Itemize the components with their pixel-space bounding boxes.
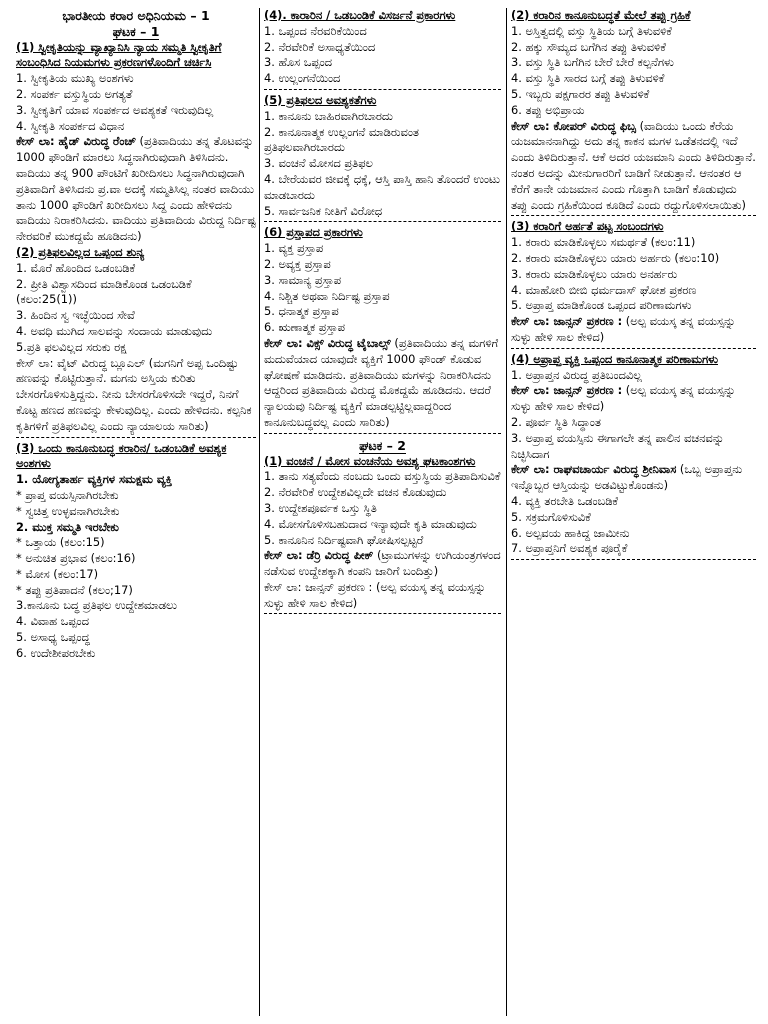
case-law — [511, 314, 756, 346]
section-heading: (6) ಪ್ರಸ್ತಾಪದ ಪ್ರಕಾರಗಳು — [264, 225, 363, 240]
case-law-text: (ವಾದಿಯು ಒಂದು ಕೆರೆಯ ಯಜಮಾನನಾಗಿದ್ದು ಅದು ತನ್ನ ಕಾಕನ ಮಗಳ ಒಡೆತನದಲ್ಲಿ ಇದೆ ಎಂದು ತಿಳಿದಿರುತ್ತಾನೆ. ಆಕೆ ಅದರ ಯಜಮಾನಿ ಎಂದು ತಿಳಿದಿರುತ್ತಾನೆ. ನಂತರ ಅದನ್ನು ಮೀನುಗಾರರಿಗೆ ಬಾಡಿಗೆ ನೀಡುತ್ತಾನೆ. ಆನಂತರ ಆ ಕೆರೆಗೆ ತಾನೇ ಯಜಮಾನ ಎಂದು ಗೊತ್ತಾಗಿ ಬಾಡಿಗೆ ಕೊಡುವುದು ತಪ್ಪು ಎಂದು ಗ್ರಹಿಕೆಯಿಂದ ಕೂಡಿದೆ ಎಂದು ರದ್ದುಗೊಳಿಸಲಾಯಿತು) — [511, 118, 756, 212]
case-law-label: ಕೇಸ್ ಲಾ: ಜಾನ್ಸನ್ ಪ್ರಕರಣ : — [511, 314, 623, 329]
list-item: 6. ತಪ್ಪು ಅಭಿಪ್ರಾಯ — [511, 102, 585, 117]
section-heading: (3) ಕರಾರಿಗೆ ಅರ್ಹತೆ ಪಟ್ಟ ಸಂಬಂದಗಳು — [511, 219, 664, 234]
list-item: 4. ನಿಶ್ಚಿತ ಅಥವಾ ನಿರ್ದಿಷ್ಟ ಪ್ರಸ್ತಾಪ — [264, 288, 390, 303]
list-item: 4. ವ್ಯಕ್ತಿ ತರಬೇತಿ ಒಡಂಬಡಿಕೆ — [511, 493, 618, 508]
column-3 — [511, 8, 756, 563]
list-item: 1. ಒಪ್ಪಂದ ನೆರವರಿಕೆಯಿಂದ — [264, 23, 367, 38]
chapter-heading — [16, 8, 256, 24]
list-item: 4. ಉಲ್ಲಂಗನೆಯಿಂದ — [264, 71, 341, 86]
list-item: 3. ಕರಾರು ಮಾಡಿಕೊಳ್ಳಲು ಯಾರು ಅನರ್ಹರು — [511, 266, 678, 281]
case-law-text: (ಟ್ರಾಮುಗಳನ್ನು ಉಗಿಯಂತ್ರಗಳಂದ ನಡೆಸುವ ಉದ್ದೇಶಕ್ಕಾಗಿ ಕಂಪನಿ ಜಾರಿಗೆ ಬಂದಿತ್ತು) — [264, 548, 501, 579]
section-divider — [511, 559, 756, 560]
list-item: * ಪ್ರಾಪ್ತ ವಯಸ್ಸಿನಾಗಿರಬೇಕು — [16, 487, 119, 502]
list-item: 3. ಹೊಸ ಒಪ್ಪಂದ — [264, 55, 333, 70]
list-item: * ತಪ್ಪು ಪ್ರತಿಪಾದನೆ (ಕಲಂ;17) — [16, 582, 133, 597]
list-item: 4. ಮಾಹೋರಿ ಬೀಬಿ ಧರ್ಮದಾಸ್ ಘೋಶ ಪ್ರಕರಣ — [511, 282, 697, 297]
section-heading: (5) ಪ್ರತಿಫಲದ ಅವಶ್ಯಕತೆಗಳು — [264, 92, 377, 107]
case-law-label: ಕೇಸ್ ಲಾ: ಹೈಡ್ ವಿರುದ್ಧ ರೆಂಚ್ — [16, 134, 136, 149]
list-item: 1. ವ್ಯಕ್ತ ಪ್ರಸ್ತಾಪ — [264, 241, 324, 256]
list-item: 4. ಬೇರೆಯವರ ಜೀವಕ್ಕೆ ಧಕ್ಕೆ, ಆಸ್ತಿ ಪಾಸ್ತಿ ಹಾನಿ ತೊಂದರೆ ಉಂಟು ಮಾಡಬಾರದು — [264, 171, 500, 202]
list-item: * ಮೋಸ (ಕಲಂ:17) — [16, 566, 99, 581]
list-item: 5.ಪ್ರತಿ ಫಲವಿಲ್ಲದ ಸರುಕು ರಕ್ಷ — [16, 339, 127, 354]
list-item: 7. ಅಪ್ರಾಪ್ತನಿಗೆ ಅವಶ್ಯಕ ಪೂರೈಕೆ — [511, 541, 628, 556]
section-heading: (4). ಕಾರಾರಿನ / ಒಡಬಂಡಿಕೆ ವಿಸರ್ಜನೆ ಪ್ರಕಾರಗಳು — [264, 8, 456, 22]
list-item: 1. ಅಸ್ತಿತ್ವದಲ್ಲಿ ವಸ್ತು ಸ್ಥಿತಿಯ ಬಗ್ಗೆ ತಿಳುವಳಿಕೆ — [511, 23, 672, 38]
list-item: 2. ಹಕ್ಕು ಸೌಮ್ಯದ ಬಗೆಗಿನ ತಪ್ಪು ತಿಳುವಳಿಕೆ — [511, 39, 666, 54]
list-item: 1. ತಾನು ಸತ್ಯವೆಂದು ನಂಬದು ಒಂದು ವಸ್ತುಸ್ಥಿಯ ಪ್ರತಿಪಾದಿಸುವಿಕೆ — [264, 469, 501, 484]
case-law-text: (ಪ್ರತಿವಾದಿಯು ತನ್ನ ಮಗಳಿಗೆ ಮದುವೆಯಾದ ಯಾವುದೇ ವ್ಯಕ್ತಿಗೆ 1000 ಫೌಂಡ್ ಕೊಡುವ ಘೋಷಣೆ ಮಾಡಿದನು. ಪ್ರತಿವಾದಿಯು ಮಗಳನ್ನು ನಿರಾಕರಿಸಿದನು ಆದ್ದರಿಂದ ಪ್ರತಿವಾದಿಯ ವಿರುದ್ಧ ಮೊಕದ್ದಮೆ ಹೂಡಿದನು. ಆದರೆ ನ್ಯಾಲಯವು ನಿರ್ದಿಷ್ಟ ವ್ಯಕ್ತಿಗೆ ಮಾಡಲ್ಪಟ್ಟಿಲ್ಲವಾದ್ದರಿಂದ ಕಾನೂನುಬದ್ಧವಲ್ಲ ಎಂದು ಸಾರಿತು) — [264, 335, 499, 429]
list-item: 5. ಅಸಾಧ್ಯ ಒಪ್ಪಂದ್ಧ — [16, 630, 90, 645]
list-item: 2. ನೆರವೇರಿಕೆ ಉದ್ದೇಶವಿಲ್ಲದೇ ವಚನ ಕೊಡುವುದು — [264, 485, 447, 500]
section-heading: (1) ವಂಚನೆ / ಮೋಸ ವಂಚನೆಯ ಅವಶ್ಯ ಘಟಕಾಂಶಗಳು — [264, 453, 476, 468]
list-item: 2. ಪೂರ್ವ ಸ್ಥಿತಿ ಸಿದ್ಧಾಂತ — [511, 414, 601, 429]
list-item: 3. ಉದ್ದೇಶಪೂರ್ವಕ ಒಸ್ತು ಸ್ಥಿತಿ — [264, 500, 377, 515]
case-law-label: ಕೇಸ್ ಲಾ: ಕೋಪರ್ ವಿರುದ್ಧ ಫಿಬ್ಸ — [511, 118, 636, 133]
list-item: * ಅನುಚಿತ ಪ್ರಭಾವ (ಕಲಂ:16) — [16, 551, 136, 566]
case-law — [264, 336, 501, 431]
section-divider — [16, 437, 256, 438]
case-law-text: (ಒಬ್ಬ ಅಪ್ರಾಪ್ತನು ಇನ್ನೊಬ್ಬರ ಆಸ್ತಿಯನ್ನು ಅಡವಿಟ್ಟುಕೊಂಡನು) — [511, 462, 743, 493]
section-heading: (4) ಅಪ್ರಾಪ್ತ ವ್ಯಕ್ತಿ ಒಪ್ಪಂದ ಕಾನೂನಾತ್ಮಕ ಪರಿಣಾಮಗಳು — [511, 351, 718, 366]
case-law-text: (ಅಲ್ಪ ವಯಸ್ಕ ತನ್ನ ವಯಸ್ಸನ್ನು ಸುಳ್ಳು ಹೇಳಿ ಸಾಲ ಕೇಳಿದ) — [511, 314, 736, 344]
sub-heading: 1. ಯೋಗ್ಯತಾರ್ಹ ವ್ಯಕ್ತಿಗಳ ಸಮಕ್ಷಮ ವ್ಯಕ್ತಿ — [16, 472, 172, 487]
list-item: 2. ಅವ್ಯಕ್ತ ಪ್ರಸ್ತಾಪ — [264, 256, 331, 271]
section-divider — [511, 348, 756, 349]
list-item: 2. ನೆರವೇರಿಕೆ ಅಸಾಧ್ಯತೆಯಿಂದ — [264, 39, 376, 54]
list-item: 3. ಸ್ವೀಕೃತಿಗೆ ಯಾವ ಸಂಪರ್ಕದ ಅವಶ್ಯಕತೆ ಇರುವುದಿಲ್ಲ — [16, 102, 214, 117]
chapter-heading-text: ಘಟಕ – 2 — [359, 437, 406, 453]
section-heading: (2) ಕರಾರಿನ ಕಾನೂನುಬದ್ಧತೆ ಮೇಲೆ ತಪ್ಪು ಗ್ರಹಿಕೆ — [511, 8, 691, 22]
case-law-label: ಕೇಸ್ ಲಾ: ಜಾನ್ಸನ್ ಪ್ರಕರಣ : — [511, 383, 623, 398]
list-item: ಕೇಸ್ ಲಾ: ಜಾನ್ಸನ್ ಪ್ರಕರಣ : (ಅಲ್ಪ ವಯಸ್ಕ ತನ್ನ ವಯಸ್ಸನ್ನು ಸುಳ್ಳು ಹೇಳಿ ಸಾಲ ಕೇಳಿದ) — [264, 579, 486, 610]
case-law-label: ಕೇಸ್ ಲಾ: ಡೆರ್ರಿ ವಿರುದ್ಧ ಪೀಕ್ — [264, 548, 374, 563]
section-heading: (1) ಸ್ವೀಕೃತಿಯನ್ನು ವ್ಯಾಖ್ಯಾನಿಸಿ ನ್ಯಾಯ ಸಮ್ಮತಿ ಸ್ವೀಕೃತಿಗೆ ಸಂಬಂಧಿಸಿದ ನಿಯಮಗಳು ಪ್ರಕರಣಗಳೊಂದಿಗೆ ಚರ್ಚಿಸಿ — [16, 39, 222, 70]
chapter-heading — [264, 438, 501, 454]
list-item: * ಒತ್ತಾಯ (ಕಲಂ:15) — [16, 535, 105, 550]
list-item: 6. ಋಣಾತ್ಮಕ ಪ್ರಸ್ತಾಪ — [264, 320, 345, 335]
chapter-heading-text: ಭಾರತೀಯ ಕರಾರ ಅಧಿನಿಯಮ – 1 — [62, 8, 210, 23]
section-divider — [264, 433, 501, 434]
list-item: 1. ಮೊರೆ ಹೊಂದಿದ ಒಡಂಬಡಿಕೆ — [16, 260, 136, 275]
case-law-text: (ಪ್ರತಿವಾದಿಯು ತನ್ನ ತೊಟವನ್ನು 1000 ಫೌಂಡಿಗೆ ಮಾರಲು ಸಿದ್ಧನಾಗಿರುವುದಾಗಿ ತಿಳಿಸಿದನು. ವಾದಿಯು ತನ್ನ 900 ಪೌಂಟಿಗೆ ಖರೀದಿಸಲು ಸಿದ್ಧನಾಗಿರುವುದಾಗಿ ಪ್ರತಿವಾದಿಗೆ ತಿಳಿಸಿದನು ಪ್ರ.ವಾ ಅದಕ್ಕೆ ಸಮ್ಮತಿಸಿಲ್ಲ ನಂತರ ವಾದಿಯು ತಾನು 1000 ಫೌಂಡಿಗೆ ಖರೀದಿಸಲು ಸಿದ್ದ ಎಂದು ಹೇಳಿದನು ವಾದಿಯು ನಿರಾಕರಿಸಿದನು. ವಾದಿಯು ಪ್ರತಿವಾದಿಯ ವಿರುದ್ದ ನಿರ್ದಿಷ್ಟ ನೇರವರಿಕೆ ಮುಕದ್ದಮೆ ಹೂಡಿದನು) — [16, 134, 256, 244]
list-item: 1. ಕಾನೂನು ಬಾಹಿರವಾಗಿರಬಾರದು — [264, 108, 393, 123]
section-divider — [264, 613, 501, 614]
list-item: 5. ಸಾರ್ವಜನಿಕ ನೀತಿಗೆ ವಿರೋಧ — [264, 203, 383, 218]
list-item: ಕೇಸ್ ಲಾ: ವೈಟ್ ವಿರುದ್ಧ ಬ್ಲೂಎಲ್ (ಮಗನಿಗೆ ಅಪ್ಪ ಒಂದಿಷ್ಟು ಹಣವನ್ನು ಕೊಟ್ಟಿರುತ್ತಾನೆ. ಮಗನು ಅಸ್ತಿಯ ಕುರಿತು ಬೇಸರಗೊಳಿಸುತ್ತಿದ್ದನು. ನೀನು ಬೇಸರಗೊಳಿಸದೇ ಇದ್ದರೆ, ನಿನಗೆ ಕೊಟ್ಟ ಹಣದ ಹಣವನ್ನು ಕೇಳುವುದಿಲ್ಲ. ಎಂದು ಹೇಳಿದನು. ಕಲ್ಪನಿಕ ಕೃತಿಗಳಿಗೆ ಪ್ರತಿಫಲವಿಲ್ಲ ಎಂದು ನ್ಯಾಯಾಲಯ ಸಾರಿತು) — [16, 355, 252, 433]
column-divider — [506, 8, 507, 1016]
section-heading: (3) ಒಂದು ಕಾನೂನುಬದ್ಧ ಕರಾರಿನ/ ಒಡಂಬಡಿಕೆ ಅವಶ್ಯಕ ಅಂಶಗಳು — [16, 440, 227, 471]
section-divider — [264, 221, 501, 222]
chapter-heading-text: ಘಟಕ – 1 — [112, 23, 160, 39]
list-item: 4. ಮೋಸಗೊಳಿಸಬಹುದಾದ ಇನ್ಯಾವುದೇ ಕೃತಿ ಮಾಡುವುದು — [264, 516, 477, 531]
column-divider — [259, 8, 260, 1016]
list-item: 2. ಪ್ರೀತಿ ವಿಶ್ವಾಸದಿಂದ ಮಾಡಿಕೊಂಡ ಒಡಂಬಡಿಕೆ (ಕಲಂ:25(1)) — [16, 276, 192, 307]
case-law — [264, 548, 501, 580]
list-item: 3. ಸಾಮಾನ್ಯ ಪ್ರಸ್ತಾಪ — [264, 272, 342, 287]
list-item: 3. ವಂಚನೆ ಮೋಸದ ಪ್ರತಿಫಲ — [264, 156, 373, 171]
list-item: 1. ಅಪ್ರಾಪ್ತನ ವಿರುದ್ಧ ಪ್ರತಿಬಂದವಿಲ್ಲ — [511, 367, 642, 382]
list-item: 3. ವಸ್ತು ಸ್ಥಿತಿ ಬಗೆಗಿನ ಬೇರೆ ಬೇರೆ ಕಲ್ಪನೆಗಳು — [511, 55, 674, 70]
list-item: 3.ಕಾನೂನು ಬದ್ಧ ಪ್ರತಿಫಲ ಉದ್ದೇಶಮಾಡಲು — [16, 598, 177, 613]
section-heading: (2) ಪ್ರತಿಫಲವಿಲ್ಲದ ಒಪ್ಪಂದ ಶುನ್ಯ — [16, 244, 145, 259]
case-law — [16, 134, 256, 245]
list-item: 4. ವಸ್ತು ಸ್ಥಿತಿ ಸಾರದ ಬಗ್ಗೆ ತಪ್ಪು ತಿಳುವಳಿಕೆ — [511, 71, 665, 86]
list-item: 4. ವಿವಾಹ ಒಪ್ಪಂದ — [16, 614, 89, 629]
case-law-label: ಕೇಸ್ ಲಾ: ರಾಘವಚಾರ್ಯ ವಿರುದ್ಧ ಶ್ರೀನಿವಾಸ — [511, 462, 677, 477]
list-item: 1. ಸ್ವೀಕೃತಿಯ ಮುಖ್ಯ ಅಂಶಗಳು — [16, 71, 134, 86]
list-item: 1. ಕರಾರು ಮಾಡಿಕೊಳ್ಳಲು ಸಮರ್ಥತೆ (ಕಲಂ:11) — [511, 235, 696, 250]
list-item: 2. ಸಂಪರ್ಕ ವಸ್ತುಸ್ಥಿಯ ಅಗತ್ಯತೆ — [16, 86, 133, 101]
list-item: 4. ಸ್ವೀಕೃತಿ ಸಂಪರ್ಕದ ವಿಧಾನ — [16, 118, 125, 133]
list-item: 2. ಕರಾರು ಮಾಡಿಕೊಳ್ಳಲು ಯಾರು ಅರ್ಹರು (ಕಲಂ:10) — [511, 250, 720, 265]
section-divider — [264, 89, 501, 90]
case-law — [511, 383, 756, 415]
list-item: 5. ಕಾನೂನಿನ ನಿರ್ದಿಷ್ಟವಾಗಿ ಘೋಷಿಸಲ್ಪಟ್ಟರೆ — [264, 532, 424, 547]
chapter-heading — [16, 24, 256, 40]
list-item: 5. ಇಬ್ಬರು ಪಕ್ಷಗಾರರ ತಪ್ಪು ತಿಳುವಳಿಕೆ — [511, 86, 650, 101]
case-law — [511, 462, 756, 494]
list-item: 2. ಕಾನೂನಾತ್ಮಕ ಉಲ್ಲಂಗನೆ ಮಾಡಿರುವಂತ ಪ್ರತಿಫಲವಾಗಿರಬಾರದು — [264, 124, 419, 155]
sub-heading: 2. ಮುಕ್ತ ಸಮ್ಮತಿ ಇರಬೇಕು — [16, 519, 119, 534]
column-1 — [16, 8, 256, 662]
case-law-text: (ಅಲ್ಪ ವಯಸ್ಕ ತನ್ನ ವಯಸ್ಸನ್ನು ಸುಳ್ಳು ಹೇಳಿ ಸಾಲ ಕೇಳಿದ) — [511, 383, 736, 414]
list-item: 3. ಅಪ್ರಾಪ್ತ ವಯಸ್ಸಿನು ಈಗಾಗಲೇ ತನ್ನ ಪಾಲಿನ ವಚನವನ್ನು ನಿಚ್ಛಿಸಿದಾಗ — [511, 430, 725, 461]
case-law-label: ಕೇಸ್ ಲಾ: ವಿಕ್ಸ್ ವಿರುದ್ಧ ಟೈಬಾಲ್ಸ್ — [264, 335, 391, 350]
section-divider — [511, 215, 756, 216]
list-item: 5. ಧನಾತ್ಮಕ ಪ್ರಸ್ತಾಪ — [264, 304, 339, 319]
list-item: 6. ಅಲ್ಪವಯ ಹಾಕಿದ್ದ ಜಾಮೀನು — [511, 525, 630, 540]
list-item: 5. ಅಪ್ರಾಪ್ತ ಮಾಡಿಕೊಂಡ ಒಪ್ಪಂದ ಪರಿಣಾಮಗಳು — [511, 298, 692, 313]
column-2 — [264, 8, 501, 617]
list-item: 6. ಉದೇಶೀಪರಬೇಕು — [16, 645, 96, 660]
list-item: 4. ಅವಧಿ ಮುಗಿದ ಸಾಲವನ್ನು ಸಂದಾಯ ಮಾಡುವುದು — [16, 323, 213, 338]
list-item: 3. ಹಿಂದಿನ ಸ್ವ ಇಚ್ಛೆಯಿಂದ ಸೇವೆ — [16, 308, 135, 323]
list-item: 5. ಸಕ್ರಮಗೊಳಿಸುವಿಕೆ — [511, 509, 591, 524]
list-item: * ಸ್ವಚಿತ್ತ ಉಳ್ಳವನಾಗಿರಬೇಕು — [16, 503, 120, 518]
case-law — [511, 119, 756, 214]
